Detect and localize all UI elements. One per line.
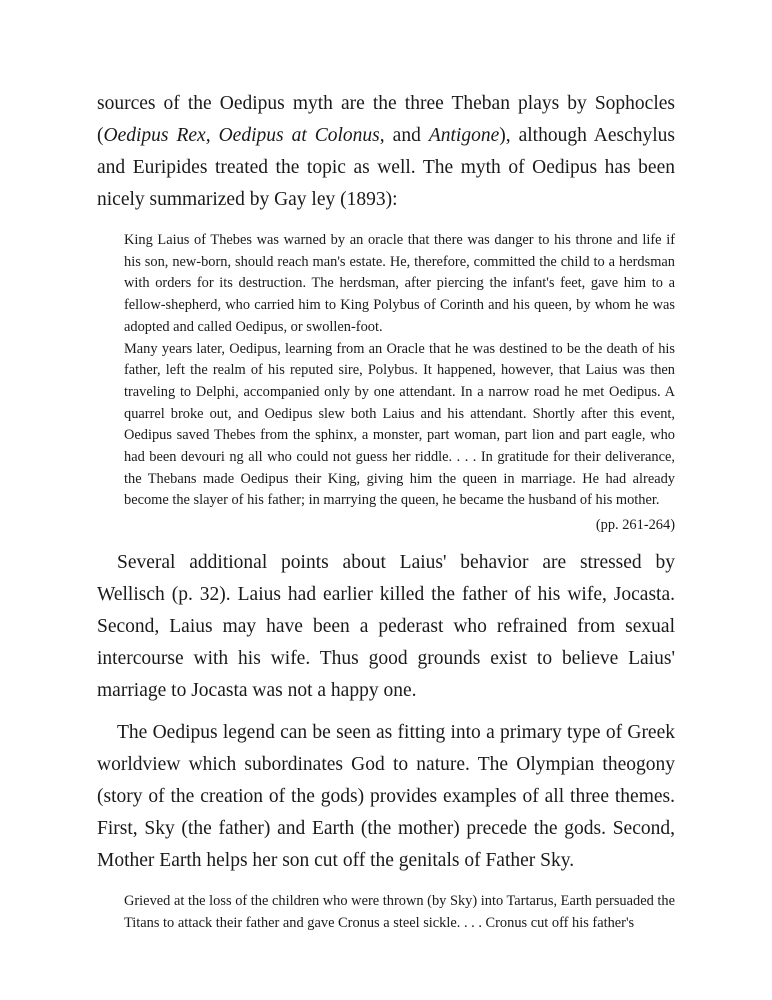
para1-text-post: ), although Aeschylus and Euripides treated the topic as well. The myth of Oedipus has been nicely summarized by Gay ley (1893):	[97, 125, 676, 210]
paragraph-sources	[97, 88, 675, 216]
para1-text-mid: , and	[379, 125, 429, 146]
quote1-citation: (pp. 261-264)	[595, 517, 675, 534]
paragraph-greek-worldview: The Oedipus legend can be seen as fitting into a primary type of Greek worldview which subordinates God to nature. The Olympian theogony (story of the creation of the gods) provides examples of all three themes. First, Sky (the father) and Earth (the mother) precede the gods. Second, Mother Earth helps her son cut off the genitals of Father Sky.	[97, 721, 675, 871]
quote1-paragraph-1: King Laius of Thebes was warned by an oracle that there was danger to his throne and life if his son, new-born, should reach man's estate. He, therefore, committed the child to a herdsman with orders for its destruction. The herdsman, after piercing the infant's feet, gave him to a fellow-shepherd, who carried him to King Polybus of Corinth and his queen, by whom he was adopted and called Oedipus, or swollen-foot.	[124, 232, 675, 335]
para1-text-pre: sources of the Oedipus myth are the three Theban plays by Sophocles (	[97, 93, 675, 146]
document-page	[97, 88, 675, 934]
para1-title-antigone: Antigone	[428, 125, 500, 146]
quote1-paragraph-2: Many years later, Oedipus, learning from an Oracle that he was destined to be the death of his father, left the realm of his reputed sire, Polybus. It happened, however, that Laius was then traveling to Delphi, accompanied only by one attendant. In a narrow road he met Oedipus. A quarrel broke out, and Oedipus slew both Laius and his attendant. Shortly after this event, Oedipus saved Thebes from the sphinx, a monster, part woman, part lion and part eagle, who had been devouri ng all who could not guess her riddle. . . . In gratitude for their deliverance, the Thebans made Oedipus their King, giving him the queen in marriage. He had already become the slayer of his father; in marrying the queen, he became the husband of his mother.	[124, 340, 675, 509]
para1-title-oedipus-rex-colonus: Oedipus Rex, Oedipus at Colonus	[103, 125, 380, 146]
block-quote-theogony	[124, 891, 675, 934]
quote2-paragraph-1: Grieved at the loss of the children who were thrown (by Sky) into Tartarus, Earth persuaded the Titans to attack their father and gave Cronus a steel sickle. . . . Cronus cut off his father's	[124, 892, 675, 931]
paragraph-laius-behavior: Several additional points about Laius' behavior are stressed by Wellisch (p. 32). Laius had earlier killed the father of his wife, Jocasta. Second, Laius may have been a pederast who refrained from sexual intercourse with his wife. Thus good grounds exist to believe Laius' marriage to Jocasta was not a happy one.	[97, 551, 675, 701]
block-quote-gayley	[124, 230, 675, 512]
